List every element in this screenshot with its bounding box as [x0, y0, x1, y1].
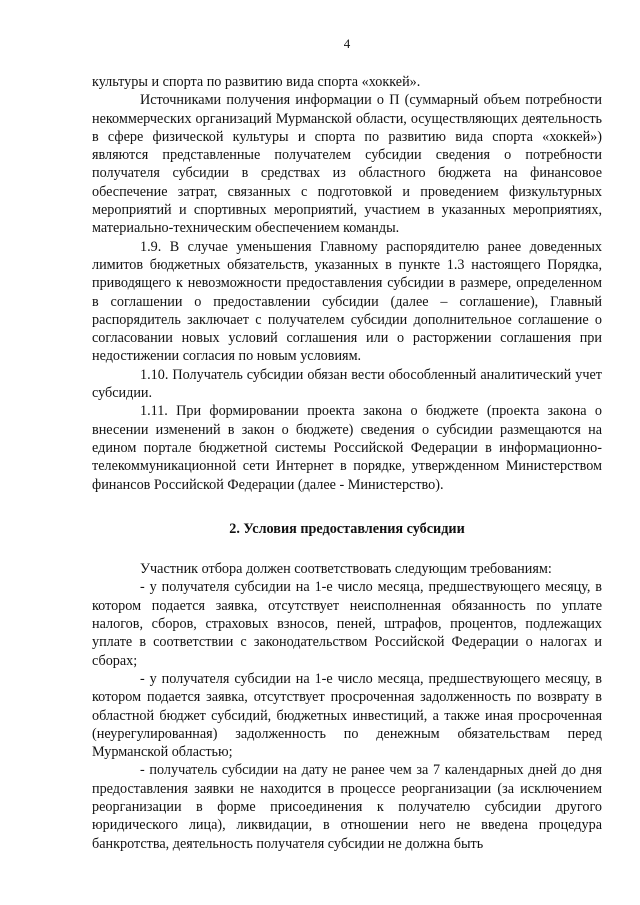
paragraph-information-sources: Источниками получения информации о П (суммарный объем потребности некоммерческих организаций Мурманской области, осуществляющих деятельность в сфере физической культуры и спорта по развитию вида спорта «хоккей») являются представленные получателем субсидии сведения о потребности получателя субсидии в средствах из областного бюджета на финансовое обеспечение затрат, связанных с подготовкой и проведением физкультурных мероприятий и спортивных мероприятий, участием в указанных мероприятиях, материально-техническим обеспечением команды. [92, 92, 602, 237]
section-title: 2. Условия предоставления субсидии [229, 520, 465, 537]
paragraph-clause-1-11: 1.11. При формировании проекта закона о бюджете (проекта закона о внесении изменений в закон о бюджете) сведения о субсидии размещаются на едином портале бюджетной системы Российской Федерации в информационно-телекоммуникационной сети Интернет в порядке, утвержденном Министерством финансов Российской Федерации (далее - Министерство). [92, 403, 602, 493]
paragraph-clause-1-10: 1.10. Получатель субсидии обязан вести обособленный аналитический учет субсидии. [92, 366, 602, 402]
paragraph-requirement-taxes: - у получателя субсидии на 1-е число месяца, предшествующего месяцу, в котором подается заявка, отсутствует неисполненная обязанность по уплате налогов, сборов, страховых взносов, пеней, штрафов, процентов, подлежащих уплате в соответствии с законодательством Российской Федерации о налогах и сборах; [92, 579, 602, 669]
paragraph-requirement-reorganization: - получатель субсидии на дату не ранее чем за 7 календарных дней до дня предоставления заявки не находится в процессе реорганизации (за исключением реорганизации в форме присоединения к получателю субсидии другого юридического лица), ликвидации, в отношении него не введена процедура банкротства, деятельность получателя субсидии не должна быть [92, 762, 602, 852]
paragraph-requirements-intro: Участник отбора должен соответствовать следующим требованиям: [140, 561, 552, 578]
paragraph-continuation: культуры и спорта по развитию вида спорта «хоккей». [92, 74, 421, 90]
page-number: 4 [343, 36, 351, 51]
paragraph-clause-1-9: 1.9. В случае уменьшения Главному распорядителю ранее доведенных лимитов бюджетных обязательств, указанных в пункте 1.3 настоящего Порядка, приводящего к невозможности предоставления субсидии в размере, определенном в соглашении о предоставлении субсидии (далее – соглашение), Главный распорядитель заключает с получателем субсидии дополнительное соглашение о согласовании новых условий соглашения или о расторжении соглашения при недостижении согласия по новым условиям. [92, 238, 602, 365]
paragraph-requirement-debt: - у получателя субсидии на 1-е число месяца, предшествующего месяцу, в котором подается заявка, отсутствует просроченная задолженность по возврату в областной бюджет субсидий, бюджетных инвестиций, а также иная просроченная (неурегулированная) задолженность по денежным обязательствам перед Мурманской областью; [92, 670, 602, 761]
